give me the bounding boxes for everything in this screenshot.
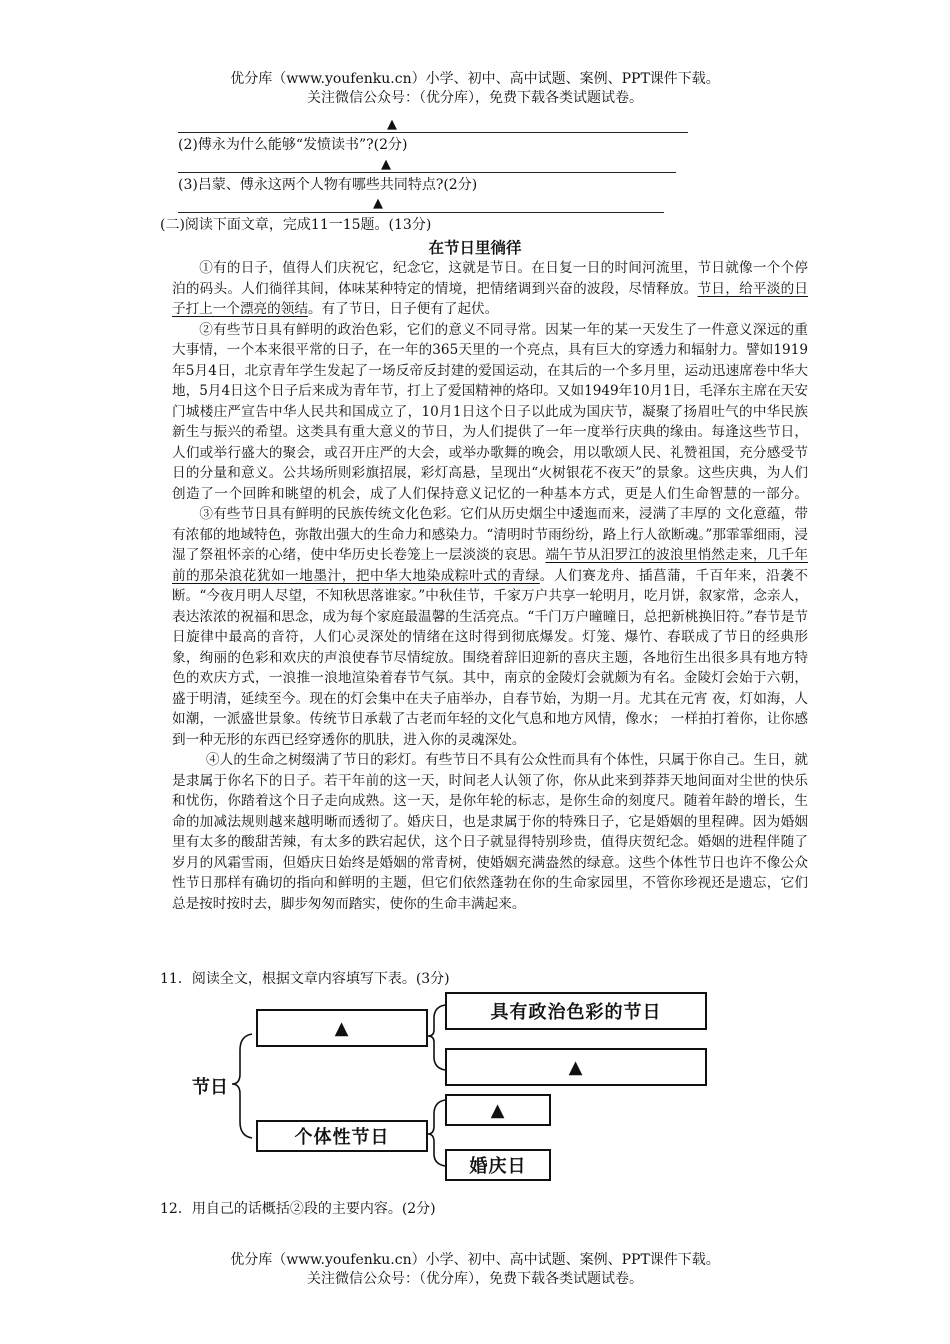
leaf-political-box <box>445 992 707 1030</box>
diagram-root-label: 节日 <box>192 1077 228 1098</box>
article-body <box>172 258 808 914</box>
paragraph-2: ②有些节日具有鲜明的政治色彩，它们的意义不同寻常。因某一年的某一天发生了一件意义深远的重大事情，一个本来很平常的日子，在一年的365天里的一个亮点，具有巨大的穿透力和辐射力。譬如1919年5月4日，北京青年学生发起了一场反帝反封建的爱国运动，在其后的一个多月里，运动迅速席卷中华大地，5月4日这个日子后来成为青年节，打上了爱国精神的烙印。又如1949年10月1日，毛泽东主席在天安门城楼庄严宣告中华人民共和国成立了，10月1日这个日子以此成为国庆节，凝聚了扬眉吐气的中华民族新生与振兴的希望。这类具有重大意义的节日，为人们提供了一年一度举行庆典的缘由。每逢这些节日，人们或举行盛大的聚会，或召开庄严的大会，或举办歌舞的晚会，用以歌颂人民、礼赞祖国，充分感受节日的分量和意义。公共场所则彩旗招展，彩灯高悬，呈现出“火树银花不夜天”的景象。这些庆典，为人们创造了一个回眸和眺望的机会，成了人们保持意义记忆的一种基本方式，更是人们生命智慧的一部分。③有些节日具有鲜明的民族传统文化色彩。它们从历史烟尘中逶迤而来，浸满了丰厚的 文化意蕴，带有浓郁的地域特色，弥散出强大的生命力和感染力。“清明时节雨纷纷，路上行人欲断魂。”那霏霏细雨，浸湿了祭祖怀亲的心绪，使中华历史长卷笼上一层淡淡的哀思。端午节从汨罗江的波浪里悄然走来，几千年前的那朵浪花犹如一地墨汁，把中华大地染成粽叶式的青绿。人们赛龙舟、插菖蒲，千百年来，沿袭不断。“今夜月明人尽望，不知秋思落谁家。”中秋佳节，千家万户共享一轮明月，吃月饼，叙家常，念亲人，表达浓浓的祝福和思念，成为每个家庭最温馨的生活亮点。“千门万户曈曈日，总把新桃换旧符。”春节是节日旋律中最高的音符，人们心灵深处的情绪在这时得到彻底爆发。灯笼、爆竹、春联成了节日的经典形象，绚丽的色彩和欢庆的声浪使春节尽情绽放。围绕着辞旧迎新的喜庆主题，各地衍生出很多具有地方特色的欢庆方式，一浪推一浪地渲染着春节气氛。其中，南京的金陵灯会就颇为有名。金陵灯会始于六朝，盛于明清，延续至今。现在的灯会集中在夫子庙举办，自春节始，为期一月。尤其在元宵 夜，灯如海，人如潮，一派盛世景象。传统节日承载了古老而年轻的文化气息和地方风情，像水； 一样拍打着你，让你感到一种无形的东西已经穿透你的肌肤，进入你的灵魂深处。 <box>172 321 809 748</box>
leaf-political-label: 具有政治色彩的节日 <box>490 1002 662 1023</box>
leaf-wedding-label: 婚庆日 <box>469 1156 527 1177</box>
answer-mark: ▲ <box>373 196 383 211</box>
footer-line-1: 优分库（www.youfenku.cn）小学、初中、高中试题、案例、PPT课件下载。 <box>230 1252 720 1268</box>
answer-line[interactable] <box>178 132 688 133</box>
answer-line[interactable] <box>178 172 676 173</box>
paragraph-1: ①有的日子，值得人们庆祝它，纪念它，这就是节日。在日复一日的时间河流里，节日就像一个个停泊的码头。人们徜徉其间，体味某种特定的情境，把情绪调到兴奋的波段，尽情释放。节日，给平淡的日子打上一个漂亮的领结。有了节日，日子便有了起伏。 <box>172 260 809 317</box>
underlined-sentence-1: 节日，给平淡的日子打上一个漂亮的领结 <box>172 280 809 317</box>
leaf-wedding-box <box>445 1149 551 1181</box>
header-line-1: 优分库（www.youfenku.cn）小学、初中、高中试题、案例、PPT课件下载。 <box>230 71 720 87</box>
question-3: (3)吕蒙、傅永这两个人物有哪些共同特点?(2分) <box>178 177 478 193</box>
branch-individual-label: 个体性节日 <box>294 1127 390 1148</box>
question-2: (2)傅永为什么能够“发愤读书”?(2分) <box>178 137 408 153</box>
page-footer <box>0 1251 950 1289</box>
branch-individual-box <box>256 1120 428 1152</box>
question-12: 12．用自己的话概括②段的主要内容。(2分) <box>160 1201 436 1217</box>
paragraph-3-start: ③有些节日具有鲜明的民族传统文化色彩。它们从历史烟尘中逶迤而来，浸满了丰厚的 文化意蕴，带有浓郁的地域特色，弥散出强大的生命力和感染力。“清明时节雨纷纷，路上行人欲断魂。”那霏霏细雨，浸湿了祭祖怀亲的心绪，使中华历史长卷笼上一层淡淡的哀思。 <box>172 506 808 563</box>
branch-public-box[interactable] <box>256 1009 428 1047</box>
underlined-sentence-2: 端午节从汨罗江的波浪里悄然走来，几千年前的那朵浪花犹如一地墨汁，把中华大地染成粽叶式的青绿 <box>172 547 809 584</box>
question-11: 11．阅读全文，根据文章内容填写下表。(3分) <box>160 971 450 987</box>
answer-line[interactable] <box>178 212 664 213</box>
page-header <box>0 70 950 108</box>
blank-mark: ▲ <box>334 1017 350 1039</box>
answer-mark: ▲ <box>387 117 397 132</box>
blank-mark: ▲ <box>568 1056 584 1078</box>
article-title: 在节日里徜徉 <box>428 238 522 257</box>
leaf-public-blank-box[interactable] <box>445 1048 707 1086</box>
header-line-2: 关注微信公众号：（优分库），免费下载各类试题试卷。 <box>307 90 643 106</box>
blank-mark: ▲ <box>490 1099 506 1121</box>
section-2-heading: (二)阅读下面文章，完成11一15题。(13分) <box>160 217 432 233</box>
footer-line-2: 关注微信公众号：（优分库），免费下载各类试题试卷。 <box>307 1271 643 1287</box>
leaf-individual-blank-box[interactable] <box>445 1094 551 1126</box>
answer-mark: ▲ <box>381 157 391 172</box>
paragraph-4: ④人的生命之树缀满了节日的彩灯。有些节日不具有公众性而具有个体性，只属于你自己。生日，就是隶属于你名下的日子。若干年前的这一天，时间老人认领了你，你从此来到莽莽天地间面对尘世的快乐和忧伤，你踏着这个日子走向成熟。这一天，是你年轮的标志，是你生命的刻度尺。随着年龄的增长，生命的加减法规则越来越明晰而透彻了。婚庆日，也是隶属于你的特殊日子，它是婚姻的里程碑。因为婚姻里有太多的酸甜苦辣，有太多的跌宕起伏，这个日子就显得特别珍贵，值得庆贺纪念。婚姻的进程伴随了岁月的风霜雪雨，但婚庆日始终是婚姻的常青树，使婚姻充满盎然的绿意。这些个体性节日也许不像公众性节日那样有确切的指向和鲜明的主题，但它们依然蓬勃在你的生命家园里，不管你珍视还是遗忘，它们总是按时按时去，脚步匆匆而踏实，使你的生命丰满起来。 <box>172 752 808 912</box>
